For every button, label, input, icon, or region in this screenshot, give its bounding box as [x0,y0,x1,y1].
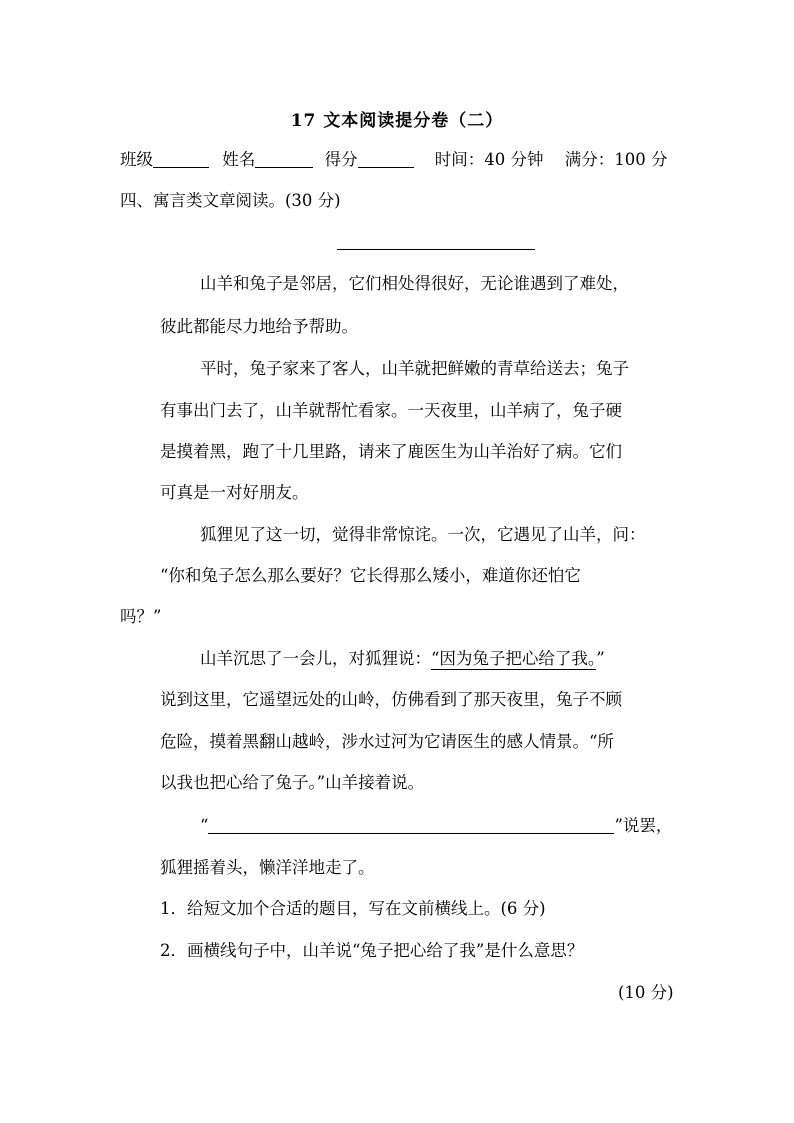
passage-line: 彼此都能尽力地给予帮助。 [160,317,358,336]
passage-line: 狐狸见了这一切，觉得非常惊诧。一次，它遇见了山羊，问： [200,525,646,544]
passage-line: 平时，兔子家来了客人，山羊就把鲜嫩的青草给送去；兔子 [200,359,629,378]
name-blank[interactable] [255,151,313,168]
time-text: 时间：40 分钟 [434,150,544,169]
passage-line: 山羊沉思了一会儿，对狐狸说：“因为兔子把心给了我。” [200,649,605,668]
question-2: 2．画横线句子中，山羊说“兔子把心给了我”是什么意思？ [160,941,584,960]
score-blank[interactable] [358,151,414,168]
story-title-blank[interactable] [337,249,535,250]
underlined-sentence: “因为兔子把心给了我。 [431,649,597,668]
quote-fill-blank[interactable] [208,817,614,834]
question-1: 1．给短文加个合适的题目，写在文前横线上。(6 分) [160,899,546,918]
score-label: 得分 [324,150,358,169]
passage-line-blank: “ ”说罢， [200,816,673,835]
passage-line: “你和兔子怎么那么要好？它长得那么矮小，难道你还怕它 [160,566,581,585]
passage-line: 可真是一对好朋友。 [160,483,309,502]
section-heading: 四、寓言类文章阅读。(30 分) [120,191,341,210]
page-title: 17 文本阅读提分卷（二） [290,111,504,131]
passage-line: 以我也把心给了兔子。”山羊接着说。 [160,773,425,792]
passage-line: 是摸着黑，跑了十几里路，请来了鹿医生为山羊治好了病。它们 [160,442,622,461]
info-row [120,149,674,171]
passage-line: 吗？” [120,607,162,626]
passage-line: 说到这里，它遥望远处的山岭，仿佛看到了那天夜里，兔子不顾 [160,690,622,709]
question-2-points: (10 分) [618,983,674,1002]
class-label: 班级 [120,150,153,169]
passage-line: 危险，摸着黑翻山越岭，涉水过河为它请医生的感人情景。“所 [160,732,614,751]
class-blank[interactable] [153,151,209,168]
passage-line: 有事出门去了，山羊就帮忙看家。一天夜里，山羊病了，兔子硬 [160,401,622,420]
passage-line: 狐狸摇着头，懒洋洋地走了。 [160,858,375,877]
full-score-text: 满分：100 分 [564,150,668,169]
name-label: 姓名 [222,150,256,169]
passage-line: 山羊和兔子是邻居，它们相处得很好，无论谁遇到了难处， [200,274,629,293]
